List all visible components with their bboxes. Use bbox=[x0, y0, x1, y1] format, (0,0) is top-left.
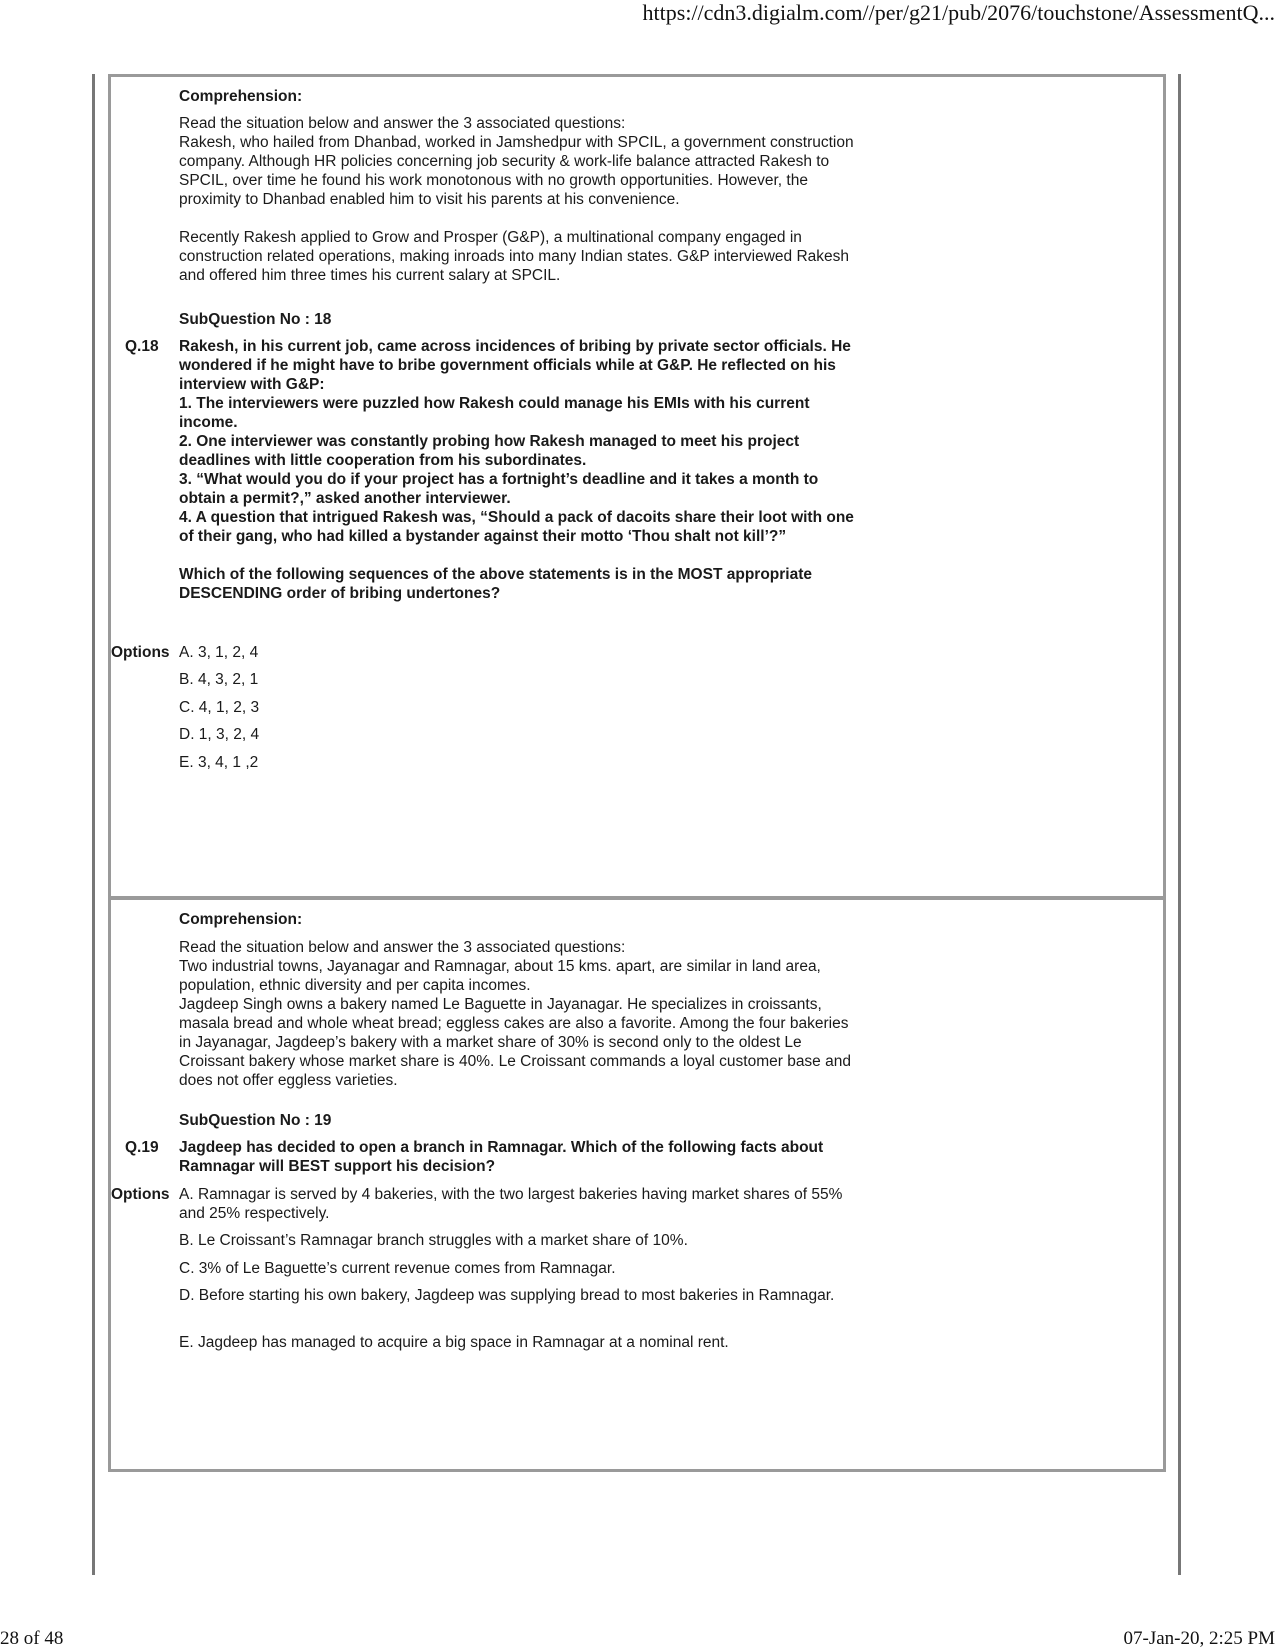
question-number: Q.19 bbox=[125, 1139, 159, 1156]
subquestion-label: SubQuestion No : 19 bbox=[179, 1112, 332, 1129]
comprehension-label: Comprehension: bbox=[179, 911, 303, 928]
option-c[interactable]: C. 4, 1, 2, 3 bbox=[179, 699, 260, 716]
comprehension-label: Comprehension: bbox=[179, 88, 303, 105]
comprehension-passage bbox=[179, 114, 859, 285]
page-number: 28 of 48 bbox=[0, 1628, 64, 1649]
question-line: 4. A question that intrigued Rakesh was, “Should a pack of dacoits share their loot with one of their gang, who had killed a bystander against their motto ‘Thou shalt not kill’?” bbox=[179, 509, 854, 545]
question-text: Jagdeep has decided to open a branch in Ramnagar. Which of the following facts about Ramnagar will BEST support his decision? bbox=[179, 1139, 824, 1175]
passage-paragraph: Two industrial towns, Jayanagar and Ramnagar, about 15 kms. apart, are similar in land area, population, ethnic diversity and per capita incomes. bbox=[179, 958, 821, 994]
option-e[interactable]: E. 3, 4, 1 ,2 bbox=[179, 754, 259, 771]
option-b[interactable]: B. Le Croissant’s Ramnagar branch struggles with a market share of 10%. bbox=[179, 1232, 688, 1249]
passage-paragraph: Jagdeep Singh owns a bakery named Le Baguette in Jayanagar. He specializes in croissants, masala bread and whole wheat bread; eggless cakes are also a favorite. Among the four bakeries in Jayanagar, Jagdeep’s bakery with a market share of 30% is second only to the oldest Le Croissant bakery whose market share is 40%. Le Croissant commands a loyal customer base and does not offer eggless varieties. bbox=[179, 996, 851, 1089]
option-e[interactable]: E. Jagdeep has managed to acquire a big space in Ramnagar at a nominal rent. bbox=[179, 1334, 729, 1351]
print-datetime: 07-Jan-20, 2:25 PM bbox=[1123, 1628, 1275, 1649]
options-label: Options bbox=[111, 1186, 170, 1203]
question-text bbox=[179, 337, 859, 603]
option-d[interactable]: D. 1, 3, 2, 4 bbox=[179, 726, 260, 743]
comprehension-passage bbox=[179, 938, 859, 1090]
option-c[interactable]: C. 3% of Le Baguette’s current revenue comes from Ramnagar. bbox=[179, 1260, 616, 1277]
question-line: Rakesh, in his current job, came across incidences of bribing by private sector officials. He wondered if he might have to bribe government officials while at G&P. He reflected on his interview with G&P: bbox=[179, 338, 851, 393]
option-d[interactable]: D. Before starting his own bakery, Jagdeep was supplying bread to most bakeries in Ramnagar. bbox=[179, 1287, 835, 1304]
question-line: 2. One interviewer was constantly probing how Rakesh managed to meet his project deadlines with little cooperation from his subordinates. bbox=[179, 433, 800, 469]
question-number: Q.18 bbox=[125, 338, 159, 355]
page-border-right bbox=[1178, 74, 1181, 1575]
options-label: Options bbox=[111, 644, 170, 661]
question-prompt: Which of the following sequences of the above statements is in the MOST appropriate DESCENDING order of bribing undertones? bbox=[179, 566, 812, 602]
option-a[interactable]: A. Ramnagar is served by 4 bakeries, with the two largest bakeries having market shares of 55% and 25% respectively. bbox=[179, 1186, 843, 1222]
passage-paragraph: Rakesh, who hailed from Dhanbad, worked in Jamshedpur with SPCIL, a government construction company. Although HR policies concerning job security & work-life balance attracted Rakesh to SPCIL, over time he found his work monotonous with no growth opportunities. However, the proximity to Dhanbad enabled him to visit his parents at his convenience. bbox=[179, 134, 854, 208]
passage-paragraph: Recently Rakesh applied to Grow and Prosper (G&P), a multinational company engaged in construction related operations, making inroads into many Indian states. G&P interviewed Rakesh and offered him three times his current salary at SPCIL. bbox=[179, 229, 850, 284]
subquestion-label: SubQuestion No : 18 bbox=[179, 311, 332, 328]
option-a[interactable]: A. 3, 1, 2, 4 bbox=[179, 644, 259, 661]
page-border-left bbox=[92, 74, 95, 1575]
question-line: 3. “What would you do if your project has a fortnight’s deadline and it takes a month to obtain a permit?,” asked another interviewer. bbox=[179, 471, 819, 507]
passage-intro: Read the situation below and answer the 3 associated questions: bbox=[179, 115, 626, 132]
question-box-19 bbox=[108, 897, 1166, 1472]
question-box-18 bbox=[108, 74, 1166, 899]
header-url: https://cdn3.digialm.com//per/g21/pub/2076/touchstone/AssessmentQ... bbox=[642, 0, 1275, 25]
question-line: 1. The interviewers were puzzled how Rakesh could manage his EMIs with his current income. bbox=[179, 395, 810, 431]
option-b[interactable]: B. 4, 3, 2, 1 bbox=[179, 671, 259, 688]
passage-intro: Read the situation below and answer the 3 associated questions: bbox=[179, 939, 626, 956]
